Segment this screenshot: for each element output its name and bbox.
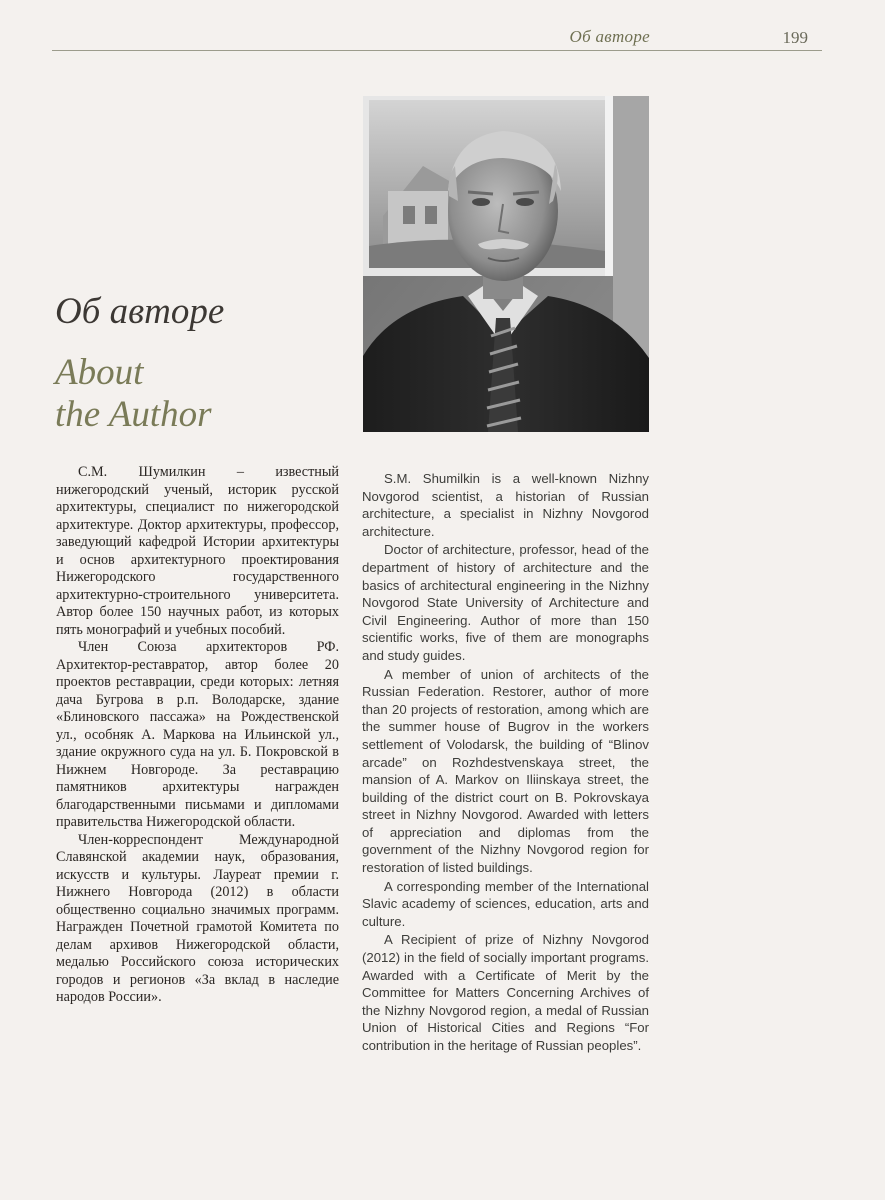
russian-paragraph: Член-корреспондент Международной Славянской академии наук, образования, искусств и культуры. Лауреат премии г. Нижнего Новгорода (2012) в области общественно социально значимых программ. Награжден Почетной грамотой Комитета по делам архивов Нижегородской области, медалью Российского союза исторических городов и регионов «За вклад в наследие народов России». — [56, 831, 339, 1005]
english-paragraph: A Recipient of prize of Nizhny Novgorod (2012) in the field of socially important programs. Awarded with a Certificate of Merit by the Committee for Matters Concerning Archives of the Nizhny Novgorod region, a medal of Russian Union of Historical Cities and Regions “For contribution in the heritage of Russian peoples”. — [362, 932, 649, 1053]
russian-paragraph: Член Союза архитекторов РФ. Архитектор-реставратор, автор более 20 проектов реставрации, среди которых: летняя дача Бугрова в р.п. Володарске, здание «Блиновского пассажа» на Рождественской ул., особняк А. Маркова на Ильинской ул., здание окружного суда на ул. Б. Покровской в Нижнем Новгороде. За реставрацию памятников архитектуры награжден благодарственными письмами и дипломами правительства Нижегородской области. — [56, 639, 339, 830]
author-portrait-icon — [363, 96, 649, 432]
title-english — [55, 352, 212, 436]
page-number: 199 — [782, 28, 808, 47]
english-text-column — [362, 470, 649, 1056]
running-header — [0, 0, 885, 60]
header-rule — [52, 50, 822, 51]
title-english-line-1: About — [55, 352, 144, 393]
title-english-line-2: the Author — [55, 393, 212, 435]
english-paragraph: A corresponding member of the International Slavic academy of sciences, education, arts and culture. — [362, 878, 649, 929]
russian-paragraph: С.М. Шумилкин – известный нижегородский ученый, историк русской архитектуры, специалист по нижегородской архитектуре. Доктор архитектуры, профессор, заведующий кафедрой Истории архитектуры и основ архитектурного проектирования Нижегородского государственного архитектурно-строительного университета. Автор более 150 научных работ, из которых пять монографий и учебных пособий. — [56, 464, 339, 638]
english-paragraph: S.M. Shumilkin is a well-known Nizhny Novgorod scientist, a historian of Russian architecture, a specialist in Nizhny Novgorod architecture. — [362, 471, 649, 539]
author-portrait-photo — [363, 96, 649, 432]
header-section-title: Об авторе — [569, 27, 650, 46]
english-paragraph: Doctor of architecture, professor, head of the department of history of architecture and the basics of architectural engineering in the Nizhny Novgorod State University of Architecture and Civil Engineering. Author of more than 150 scientific works, five of them are monographs and study guides. — [362, 542, 649, 663]
english-paragraph: A member of union of architects of the Russian Federation. Restorer, author of more than 20 projects of restoration, among which are the summer house of Bugrov in the workers settlement of Volodarsk, the building of “Blinov arcade” on Rozhdestvenskaya street, the mansion of A. Markov on Iliinskaya street, the building of the district court on B. Pokrovskaya street in Nizhny Novgorod. Awarded with letters of appreciation and diplomas from the government of the Nizhny Novgorod region for restoration of listed buildings. — [362, 666, 649, 876]
russian-text-column — [56, 464, 339, 1007]
title-russian: Об авторе — [55, 291, 225, 332]
